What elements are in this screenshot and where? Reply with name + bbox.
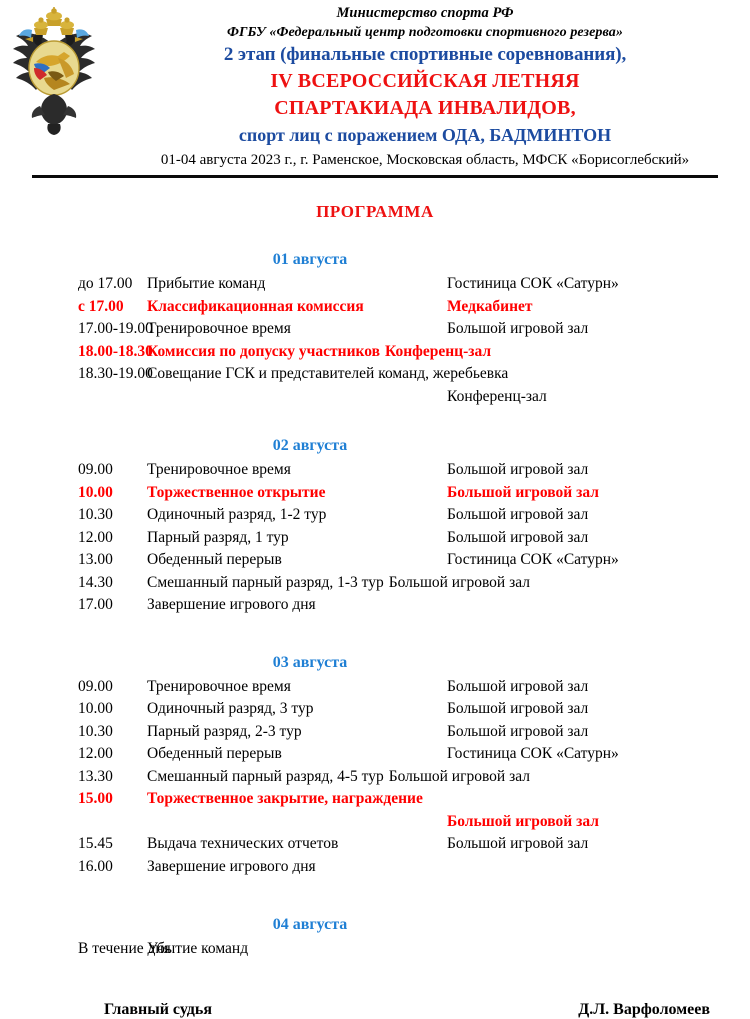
schedule-event: Обеденный перерыв	[147, 745, 282, 762]
schedule-time: 12.00	[78, 528, 113, 546]
schedule-row	[0, 698, 750, 721]
schedule-row	[0, 296, 750, 319]
schedule-event: Совещание ГСК и представителей команд, жеребьевка	[147, 365, 509, 382]
schedule-place: Большой игровой зал	[388, 573, 530, 591]
schedule-time: 18.30-19.00	[78, 365, 153, 382]
schedule-time: В течение дня	[78, 940, 171, 957]
schedule-place: Гостиница СОК «Сатурн»	[447, 275, 619, 292]
day-block	[0, 914, 750, 961]
schedule-row	[0, 811, 750, 834]
schedule-time: 17.00	[78, 596, 113, 613]
schedule-place: Большой игровой зал	[447, 835, 589, 852]
schedule-place: Конференц-зал	[447, 387, 547, 405]
schedule-time: 13.00	[78, 551, 113, 568]
schedule-event: Парный разряд, 2-3 тур	[147, 722, 302, 740]
stage-line: 2 этап (финальные спортивные соревнования),	[223, 44, 627, 65]
document-header	[0, 0, 750, 178]
schedule-event: Торжественное закрытие, награждение	[147, 790, 423, 807]
schedule-place: Медкабинет	[447, 297, 533, 315]
day-rows	[0, 273, 750, 408]
signature-block	[0, 1001, 750, 1019]
day-block	[0, 249, 750, 408]
schedule-event: Выдача технических отчетов	[147, 835, 339, 852]
schedule-row	[0, 504, 750, 527]
day-block	[0, 652, 750, 879]
schedule-place: Большой игровой зал	[447, 700, 589, 717]
header-divider	[32, 175, 718, 178]
day-heading: 01 августа	[272, 251, 348, 268]
schedule-event: Убытие команд	[147, 940, 249, 957]
schedule-time: 09.00	[78, 677, 113, 695]
schedule-row	[0, 341, 750, 364]
ministry-line: Министерство спорта РФ	[336, 5, 514, 21]
schedule-event: Классификационная комиссия	[147, 297, 364, 315]
schedule-event: Одиночный разряд, 1-2 тур	[147, 506, 327, 523]
schedule-time: 12.00	[78, 745, 113, 762]
schedule-row	[0, 386, 750, 409]
schedule-event: Одиночный разряд, 3 тур	[147, 700, 314, 717]
venue-and-dates-line: 01-04 августа 2023 г., г. Раменское, Московская область, МФСК «Борисоглебский»	[160, 152, 690, 168]
schedule-place: Большой игровой зал	[447, 320, 589, 337]
schedule-place: Гостиница СОК «Сатурн»	[447, 551, 619, 568]
schedule-place: Конференц-зал	[384, 342, 492, 360]
schedule-time: 18.00-18.30	[78, 342, 153, 360]
schedule-time: 14.30	[78, 573, 113, 591]
schedule-row	[0, 766, 750, 789]
schedule-time: 16.00	[78, 857, 113, 875]
sport-discipline-line: спорт лиц с поражением ОДА, БАДМИНТОН	[238, 125, 612, 145]
schedule-time: 10.00	[78, 700, 113, 717]
day-heading: 04 августа	[272, 916, 348, 933]
schedule-event: Торжественное открытие	[147, 483, 326, 501]
schedule-row	[0, 549, 750, 572]
schedule-time: 15.45	[78, 835, 113, 852]
schedule-event: Смешанный парный разряд, 1-3 тур	[147, 573, 384, 591]
schedule-time: до 17.00	[78, 275, 133, 292]
schedule-place: Большой игровой зал	[447, 483, 599, 501]
day-rows	[0, 676, 750, 879]
schedule-place: Гостиница СОК «Сатурн»	[447, 745, 619, 762]
day-rows	[0, 938, 750, 961]
schedule-row	[0, 594, 750, 617]
schedule-place: Большой игровой зал	[447, 528, 589, 546]
schedule-place: Большой игровой зал	[447, 677, 589, 695]
schedule-time: 15.00	[78, 790, 113, 807]
schedule-row	[0, 527, 750, 550]
schedule-time: 10.30	[78, 722, 113, 740]
schedule-event: Тренировочное время	[147, 461, 291, 478]
day-rows	[0, 459, 750, 617]
schedule-row	[0, 856, 750, 879]
schedule-row	[0, 788, 750, 811]
schedule-place: Большой игровой зал	[388, 767, 530, 785]
schedule-event: Завершение игрового дня	[147, 857, 316, 875]
institution-line: ФГБУ «Федеральный центр подготовки спортивного резерва»	[227, 25, 623, 40]
event-title-line-1: IV ВСЕРОССИЙСКАЯ ЛЕТНЯЯ	[270, 70, 580, 92]
schedule-row	[0, 273, 750, 296]
schedule-time: 10.30	[78, 506, 113, 523]
signature-role: Главный судья	[104, 1000, 213, 1018]
schedule-event: Прибытие команд	[147, 275, 266, 292]
schedule-row	[0, 363, 750, 386]
schedule-event: Тренировочное время	[147, 677, 291, 695]
schedule-time: 10.00	[78, 483, 113, 501]
schedule-time: с 17.00	[78, 297, 124, 315]
schedule-event: Тренировочное время	[147, 320, 291, 337]
schedule-time: 17.00-19.00	[78, 320, 153, 337]
schedule-event: Парный разряд, 1 тур	[147, 528, 289, 546]
schedule-row	[0, 572, 750, 595]
schedule-place: Большой игровой зал	[447, 461, 589, 478]
schedule-place: Большой игровой зал	[447, 722, 589, 740]
schedule-event: Обеденный перерыв	[147, 551, 282, 568]
schedule-time: 13.30	[78, 767, 113, 785]
schedule-event: Смешанный парный разряд, 4-5 тур	[147, 767, 384, 785]
schedule-event: Завершение игрового дня	[147, 596, 316, 613]
schedule-event: Комиссия по допуску участников	[147, 342, 380, 360]
schedule-row	[0, 318, 750, 341]
signature-name: Д.Л. Варфоломеев	[578, 1000, 710, 1018]
day-heading: 03 августа	[272, 653, 348, 671]
program-days	[0, 249, 750, 961]
schedule-row	[0, 743, 750, 766]
schedule-row	[0, 833, 750, 856]
schedule-row	[0, 459, 750, 482]
schedule-row	[0, 482, 750, 505]
schedule-place: Большой игровой зал	[447, 506, 589, 523]
event-title-line-2: СПАРТАКИАДА ИНВАЛИДОВ,	[274, 97, 576, 119]
schedule-row	[0, 676, 750, 699]
schedule-row	[0, 721, 750, 744]
schedule-row	[0, 938, 750, 961]
schedule-time: 09.00	[78, 461, 113, 478]
page-title: ПРОГРАММА	[316, 202, 434, 221]
schedule-place: Большой игровой зал	[447, 812, 599, 830]
russian-double-headed-eagle-emblem	[8, 6, 100, 136]
day-heading: 02 августа	[272, 437, 348, 454]
day-block	[0, 435, 750, 617]
